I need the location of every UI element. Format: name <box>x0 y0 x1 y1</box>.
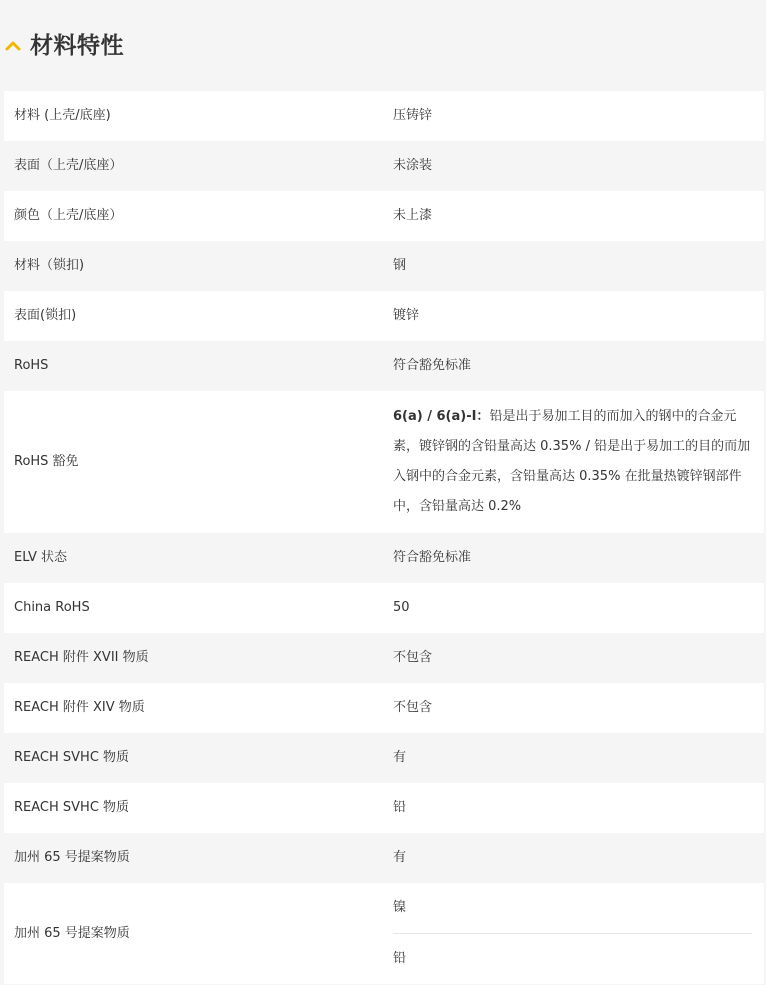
row-value: 未涂装 <box>393 158 433 173</box>
row-label: REACH SVHC 物质 <box>14 750 130 765</box>
row-value: 符合豁免标准 <box>393 358 472 373</box>
table-row <box>4 341 764 391</box>
table-row <box>4 391 764 533</box>
row-value: 不包含 <box>393 650 433 665</box>
row-label: 表面(锁扣) <box>14 308 77 323</box>
section-header[interactable] <box>0 0 766 91</box>
table-row <box>4 783 764 833</box>
row-label: REACH SVHC 物质 <box>14 800 130 815</box>
row-value: 不包含 <box>393 700 433 715</box>
table-row <box>4 533 764 583</box>
row-label: REACH 附件 XIV 物质 <box>14 700 145 715</box>
exemption-description: 铅是出于易加工目的而加入的钢中的合金元素，镀锌钢的含铅量高达 0.35% / 铅是出于易加工的目的而加入钢中的合金元素，含铅量高达 0.35% 在批量热镀锌钢部件中，含铅量高达 0.2% <box>393 409 751 514</box>
row-label: 加州 65 号提案物质 <box>14 925 130 941</box>
table-row <box>4 191 764 241</box>
row-label: 材料（锁扣) <box>14 258 85 273</box>
row-value: 镀锌 <box>393 308 420 323</box>
row-label: ELV 状态 <box>14 550 68 565</box>
table-row <box>4 683 764 733</box>
row-value-list <box>384 883 764 984</box>
row-value: 有 <box>393 750 407 765</box>
chevron-up-icon[interactable] <box>5 38 21 54</box>
row-label: 材料 (上壳/底座) <box>14 108 111 123</box>
row-label: REACH 附件 XVII 物质 <box>14 650 149 665</box>
row-value: 符合豁免标准 <box>393 550 472 565</box>
row-label: 加州 65 号提案物质 <box>14 850 130 865</box>
table-row <box>4 241 764 291</box>
table-row <box>4 633 764 683</box>
row-value <box>384 391 764 533</box>
table-row <box>4 733 764 783</box>
table-row <box>4 583 764 633</box>
table-row <box>4 291 764 341</box>
exemption-code: 6(a) / 6(a)-I： <box>393 409 490 424</box>
row-label: RoHS 豁免 <box>14 454 79 469</box>
section-title: 材料特性 <box>30 33 124 59</box>
row-value: 铅 <box>393 933 752 984</box>
row-value: 钢 <box>393 258 407 273</box>
row-value: 压铸锌 <box>393 108 433 123</box>
table-row <box>4 91 764 141</box>
row-label: 颜色（上壳/底座） <box>14 208 123 223</box>
table-row <box>4 141 764 191</box>
row-value: 铅 <box>393 800 407 815</box>
row-label: 表面（上壳/底座） <box>14 158 123 173</box>
row-value: 镍 <box>393 900 407 915</box>
row-value: 未上漆 <box>393 208 433 223</box>
row-label: China RoHS <box>14 600 90 615</box>
row-value: 50 <box>393 600 410 615</box>
row-label: RoHS <box>14 358 49 373</box>
table-row <box>4 883 764 984</box>
spec-table <box>4 91 764 984</box>
table-row <box>4 833 764 883</box>
row-value: 有 <box>393 850 407 865</box>
